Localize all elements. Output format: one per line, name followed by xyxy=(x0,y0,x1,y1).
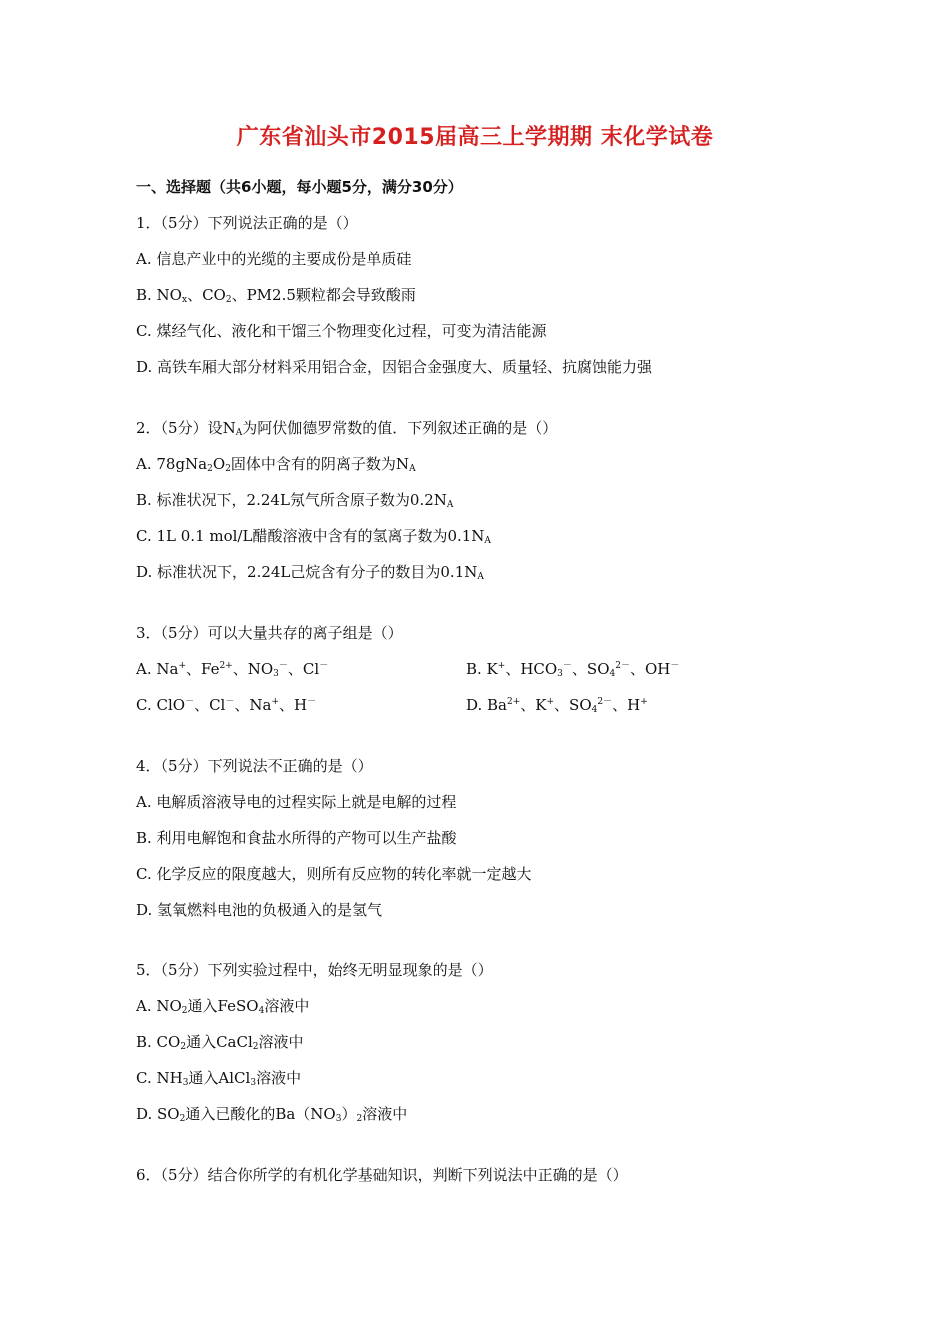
q4-option-d: D. 氢氧燃料电池的负极通入的是氢气 xyxy=(136,901,383,919)
q5-stem: 5．（5分）下列实验过程中，始终无明显现象的是（） xyxy=(136,961,493,979)
q3-option-d: D. $Ba^{2+}$、K+、$SO_4^{2-}$、H+ xyxy=(466,696,648,715)
section-heading: 一、选择题（共6小题，每小题5分，满分30分） xyxy=(136,178,463,196)
q2-option-d: D. 标准状况下，2.24L己烷含有分子的数目为$0.1N_A$ xyxy=(136,563,484,582)
q5-option-a: A. $NO_2$通入FeSO$_4$溶液中 xyxy=(136,997,310,1016)
q4-option-b: B. 利用电解饱和食盐水所得的产物可以生产盐酸 xyxy=(136,829,457,847)
q1-option-c: C. 煤经气化、液化和干馏三个物理变化过程，可变为清洁能源 xyxy=(136,322,547,340)
q5-option-b: B. $CO_2$通入CaCl$_2$溶液中 xyxy=(136,1033,304,1052)
q1-option-b: B. $NO_x$、$CO_2$、PM2.5颗粒都会导致酸雨 xyxy=(136,286,416,305)
q3-option-b: B. K+、$HCO_3^-$、$SO_4^{2-}$、OH－ xyxy=(466,660,680,679)
q2-option-a: A. $78gNa_2O_2$固体中含有的阴离子数为$N_A$ xyxy=(136,455,416,474)
q2-option-c: C. 1L 0.1 mol/L醋酸溶液中含有的氢离子数为$0.1N_A$ xyxy=(136,527,491,546)
page-title: 广东省汕头市2015届高三上学期期 末化学试卷 xyxy=(236,125,714,150)
q3-option-a: A. Na+、$Fe^{2+}$、$NO_3^-$、Cl－ xyxy=(136,660,329,679)
q5-option-d: D. $SO_2$通入已酸化的$Ba(NO_3)_2$溶液中 xyxy=(136,1105,408,1124)
q3-stem: 3．（5分）可以大量共存的离子组是（） xyxy=(136,624,403,642)
q1-option-a: A. 信息产业中的光缆的主要成份是单质硅 xyxy=(136,250,412,268)
q3-option-c: C. ClO－、Cl－、Na+、H－ xyxy=(136,696,317,714)
q2-stem: 2．（5分）设$N_A$为阿伏伽德罗常数的值．下列叙述正确的是（） xyxy=(136,419,558,438)
q5-option-c: C. $NH_3$通入AlCl$_3$溶液中 xyxy=(136,1069,302,1088)
q6-stem: 6．（5分）结合你所学的有机化学基础知识，判断下列说法中正确的是（） xyxy=(136,1166,628,1184)
q2-option-b: B. 标准状况下，2.24L氖气所含原子数为$0.2N_A$ xyxy=(136,491,454,510)
q1-option-d: D. 高铁车厢大部分材料采用铝合金，因铝合金强度大、质量轻、抗腐蚀能力强 xyxy=(136,358,653,376)
q4-stem: 4．（5分）下列说法不正确的是（） xyxy=(136,757,373,775)
q4-option-c: C. 化学反应的限度越大，则所有反应物的转化率就一定越大 xyxy=(136,865,532,883)
q4-option-a: A. 电解质溶液导电的过程实际上就是电解的过程 xyxy=(136,793,457,811)
q1-stem: 1．（5分）下列说法正确的是（） xyxy=(136,214,358,232)
